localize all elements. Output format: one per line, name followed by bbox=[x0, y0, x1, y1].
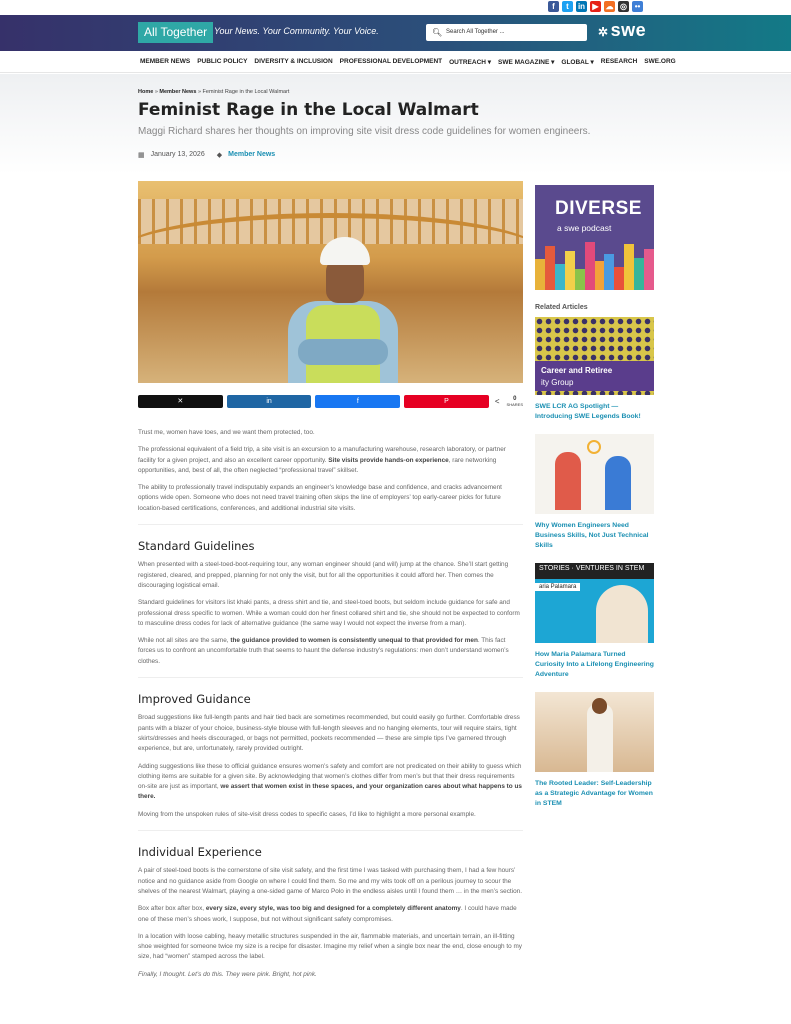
calendar-icon: ▦ bbox=[138, 152, 145, 159]
portrait-illustration bbox=[596, 585, 648, 643]
podcast-subtitle: a swe podcast bbox=[557, 223, 612, 233]
podcast-bars bbox=[535, 238, 654, 290]
section-heading: Improved Guidance bbox=[138, 692, 251, 707]
paragraph: Adding suggestions like these to official guidance ensures women’s safety and comfort are not predicated on their ability to guess which clothing items are suitable for a given site. By acknowledging that women’s clothes differ from men’s but that their dress requirements on-site are just as important, we assert that women exist in these spaces, and your organization cares about what happens to us there. bbox=[138, 762, 522, 801]
related-card-title[interactable]: The Rooted Leader: Self-Leadership as a Strategic Advantage for Women in STEM bbox=[535, 780, 653, 807]
podcast-banner[interactable] bbox=[535, 185, 654, 290]
nav-item-global[interactable]: GLOBAL ▾ bbox=[561, 58, 594, 66]
related-card-image[interactable] bbox=[535, 563, 654, 643]
related-heading: Related Articles bbox=[535, 304, 588, 311]
illustration-woman bbox=[555, 452, 581, 510]
related-card-title[interactable]: SWE LCR AG Spotlight — Introducing SWE Legends Book! bbox=[535, 403, 641, 420]
search-placeholder: Search All Together ... bbox=[446, 29, 505, 35]
youtube-icon[interactable]: ▶ bbox=[590, 1, 601, 12]
photo-woman bbox=[587, 704, 613, 772]
pinterest-icon: P bbox=[444, 398, 449, 405]
flickr-icon[interactable]: •• bbox=[632, 1, 643, 12]
paragraph: Finally, I thought. Let’s do this. They were pink. Bright, hot pink. bbox=[138, 970, 317, 978]
instagram-icon[interactable]: ◎ bbox=[618, 1, 629, 12]
image-face bbox=[326, 259, 364, 303]
podcast-title: DIVERSE bbox=[555, 198, 642, 219]
share-count-label: SHARES bbox=[506, 401, 523, 407]
search-icon: 🔍︎ bbox=[432, 28, 443, 37]
twitter-icon[interactable]: t bbox=[562, 1, 573, 12]
share-count-value: 0 bbox=[513, 395, 517, 402]
nav-item-diversity[interactable]: DIVERSITY & INCLUSION bbox=[254, 58, 333, 65]
card-name-label: aria Palamara bbox=[535, 583, 580, 591]
card-overlay-label: Career and Retiree ity Group bbox=[535, 361, 654, 391]
facebook-icon[interactable]: f bbox=[548, 1, 559, 12]
main-nav bbox=[0, 51, 791, 73]
share-count bbox=[507, 396, 523, 408]
section-divider bbox=[138, 830, 523, 831]
paragraph: In a location with loose cabling, heavy metallic structures suspended in the air, flammable materials, and uncertain terrain, an ill-fitting shoe weighted for someone twice my size is a recipe for disaster. Imagine my relief when a single box near the end, close enough to my size, had “women” stamped across the label. bbox=[138, 932, 522, 961]
breadcrumb-home[interactable]: Home bbox=[138, 89, 154, 95]
article-text bbox=[138, 428, 523, 980]
breadcrumb-separator: » bbox=[197, 89, 201, 95]
paragraph: A pair of steel-toed boots is the cornerstone of site visit safety, and the first time I was tasked with purchasing them, I had a few hours’ notice and no guidance aside from Google on where I could find them. So me and my wits took off on a perilous journey to scour the shelves of the nearest Walmart, playing a one-sided game of Marco Polo in the endless aisles until I found them … in the men’s section. bbox=[138, 867, 522, 895]
related-card-image[interactable] bbox=[535, 317, 654, 395]
paragraph: While not all sites are the same, the guidance provided to women is consistently unequal to that provided for men. This fact forces us to confront an uncomfortable truth that seems to haunt the defense industry’s regulations: men don’t understand women’s clothes. bbox=[138, 637, 509, 665]
paragraph: When presented with a steel-toed-boot-requiring tour, any woman engineer should (and will) jump at the chance. She’ll start getting registered, cleared, and prepped, planning for not only the visit, but for all the opportunities it could afford her. Then comes the discouraging logistical email. bbox=[138, 561, 509, 589]
image-arms bbox=[298, 339, 388, 365]
article-body bbox=[138, 181, 523, 987]
nav-item-professional-development[interactable]: PROFESSIONAL DEVELOPMENT bbox=[339, 58, 443, 65]
section-divider bbox=[138, 677, 523, 678]
share-linkedin-button[interactable] bbox=[227, 395, 312, 408]
illustration-woman bbox=[605, 456, 631, 510]
paragraph: The professional equivalent of a field trip, a site visit is an excursion to a manufacturing warehouse, research laboratory, or partner facility for a given project, and also an excellent career opportunity. Site visits provide hands-on experience, rare networking opportunities, and, best of all, the often neglected “professional travel” skillset. bbox=[138, 446, 506, 474]
breadcrumb bbox=[138, 89, 289, 95]
nav-item-outreach[interactable]: OUTREACH ▾ bbox=[449, 58, 492, 66]
swe-logo[interactable] bbox=[598, 20, 646, 41]
site-header bbox=[0, 15, 791, 51]
search-input[interactable] bbox=[426, 24, 587, 41]
featured-image bbox=[138, 181, 523, 383]
related-card-title[interactable]: Why Women Engineers Need Business Skills, Not Just Technical Skills bbox=[535, 522, 649, 549]
linkedin-icon: in bbox=[266, 398, 272, 405]
swe-logo-text: swe bbox=[610, 20, 647, 40]
share-bar bbox=[138, 395, 523, 408]
paragraph: The ability to professionally travel indisputably expands an engineer’s knowledge base and confidence, and cracks advancement options wide open. Someone who does not need travel training often skips the line of employers’ top early-career picks for future location-based certifications, conferences, and additional industrial site visits. bbox=[138, 484, 502, 512]
sidebar bbox=[535, 185, 654, 809]
breadcrumb-current: Feminist Rage in the Local Walmart bbox=[202, 89, 290, 95]
article-header-bg bbox=[0, 74, 791, 174]
breadcrumb-separator: » bbox=[154, 89, 158, 95]
nav-item-member-news[interactable]: MEMBER NEWS bbox=[140, 58, 191, 65]
linkedin-icon[interactable]: in bbox=[577, 2, 586, 11]
article-meta bbox=[138, 151, 275, 159]
illustration-clock bbox=[587, 440, 601, 454]
share-facebook-button[interactable] bbox=[315, 395, 400, 408]
nav-item-public-policy[interactable]: PUBLIC POLICY bbox=[197, 58, 248, 65]
nav-item-swe-org[interactable]: SWE.ORG bbox=[644, 58, 676, 65]
paragraph: Standard guidelines for visitors list khaki pants, a dress shirt and tie, and steel-toed boots, but seldom include guidance for safe and professional dress specific to women. While a woman could don her finest collared shirt and tie, she should not be expected to conform to masculine dress codes for lack of alternative guidance (the same way I would not expect the inverse from a man). bbox=[138, 599, 520, 627]
breadcrumb-section[interactable]: Member News bbox=[159, 89, 197, 95]
x-icon: ✕ bbox=[177, 398, 184, 405]
photo-woman-head bbox=[592, 698, 607, 714]
paragraph: Moving from the unspoken rules of site-visit dress codes to specific cases, I’d like to highlight a more personal example. bbox=[138, 810, 476, 818]
section-divider bbox=[138, 524, 523, 525]
paragraph: Box after box after box, every size, every style, was too big and designed for a completely different anatomy. I could have made one of these men’s shoes work, I suppose, but not without significant safety compromises. bbox=[138, 905, 517, 923]
publish-date: January 13, 2026 bbox=[150, 151, 205, 158]
category-link[interactable]: Member News bbox=[228, 151, 276, 158]
page-subtitle: Maggi Richard shares her thoughts on improving site visit dress code guidelines for women engineers. bbox=[138, 126, 591, 137]
share-x-button[interactable] bbox=[138, 395, 223, 408]
site-logo[interactable]: All Together bbox=[138, 22, 213, 43]
share-icon: < bbox=[494, 397, 500, 406]
nav-item-research[interactable]: RESEARCH bbox=[600, 58, 638, 65]
soundcloud-icon[interactable]: ☁ bbox=[605, 2, 614, 11]
tag-icon: ◆ bbox=[216, 152, 223, 159]
related-card-image[interactable] bbox=[535, 692, 654, 772]
image-hard-hat bbox=[320, 237, 370, 265]
paragraph: Broad suggestions like full-length pants and hair tied back are sometimes recommended, but could easily go further. Comfortable dress pants with a blazer of your choice, business-style blouse with full-length sleeves and no hanging elements, tour will require stairs, tight skirts/dresses and heels discouraged, or bags not permitted, pockets recommended — these are simple tips I’ve garnered through experience, but are, unfortunately, rarely provided outright. bbox=[138, 714, 520, 753]
swe-star-icon: ✲ bbox=[598, 25, 609, 39]
related-card-image[interactable] bbox=[535, 434, 654, 514]
paragraph: Trust me, women have toes, and we want them protected, too. bbox=[138, 429, 315, 436]
nav-item-swe-magazine[interactable]: SWE MAGAZINE ▾ bbox=[498, 58, 555, 66]
site-tagline: Your News. Your Community. Your Voice. bbox=[214, 26, 379, 36]
social-bar bbox=[0, 0, 791, 15]
share-pinterest-button[interactable] bbox=[404, 395, 489, 408]
facebook-icon: f bbox=[356, 398, 359, 405]
card-series-label: STORIES · VENTURES IN STEM bbox=[535, 563, 654, 579]
page-title: Feminist Rage in the Local Walmart bbox=[138, 100, 479, 120]
related-card-title[interactable]: How Maria Palamara Turned Curiosity Into a Lifelong Engineering Adventure bbox=[535, 651, 654, 678]
image-engineer bbox=[288, 231, 398, 383]
section-heading: Standard Guidelines bbox=[138, 539, 255, 554]
section-heading: Individual Experience bbox=[138, 845, 262, 860]
